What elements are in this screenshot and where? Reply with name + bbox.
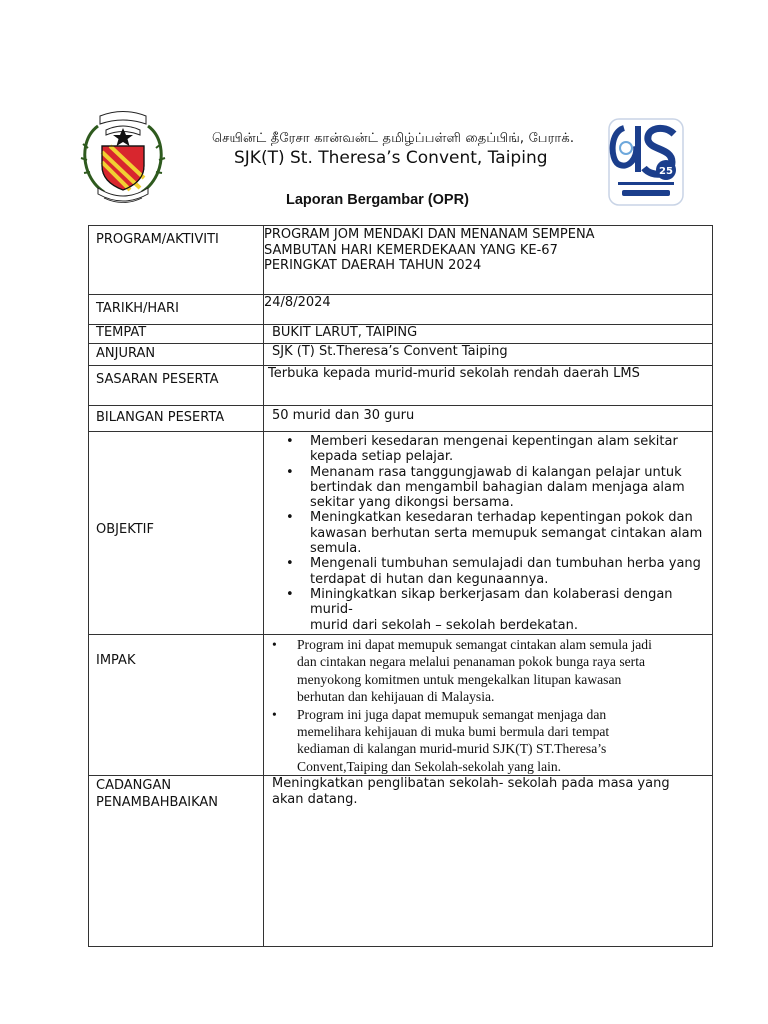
impak-list: [272, 636, 708, 775]
anjuran-label: ANJURAN: [89, 344, 264, 366]
impak-value: [264, 635, 713, 776]
program-value: [264, 226, 713, 295]
logo-number: 25: [659, 166, 673, 177]
row-anjuran: [89, 344, 713, 366]
anniversary-25-logo: [608, 118, 684, 206]
row-bilangan: [89, 406, 713, 432]
impak-item: • Program ini juga dapat memupuk semangat menjaga dan memelihara kehijauan di muka bumi bermula dari tempat kediaman di kalangan murid-murid SJK(T) ST.Theresa’s Convent,Taiping dan Sekolah-sekolah yang lain.: [272, 706, 610, 774]
bilangan-label: BILANGAN PESERTA: [89, 406, 264, 432]
bilangan-value: 50 murid dan 30 guru: [264, 406, 713, 432]
row-impak: [89, 635, 713, 776]
row-objektif: [89, 432, 713, 635]
report-title: Laporan Bergambar (OPR): [286, 192, 469, 208]
program-line: PERINGKAT DAERAH TAHUN 2024: [264, 258, 482, 273]
cadangan-value: Meningkatkan penglibatan sekolah- sekolah pada masa yang akan datang.: [264, 776, 713, 947]
row-tarikh: [89, 295, 713, 325]
school-name: SJK(T) St. Theresa’s Convent, Taiping: [234, 148, 548, 168]
tempat-value: BUKIT LARUT, TAIPING: [264, 325, 713, 344]
program-line: PROGRAM JOM MENDAKI DAN MENANAM SEMPENA: [264, 227, 595, 242]
row-sasaran: [89, 366, 713, 406]
row-cadangan: [89, 776, 713, 947]
impak-item: • Program ini dapat memupuk semangat cintakan alam semula jadi dan cintakan negara melalui penanaman pokok bunga raya serta menyokong komitmen untuk mengekalkan litupan kawasan berhutan dan kehijauan di Malaysia.: [272, 637, 652, 705]
tempat-label: TEMPAT: [89, 325, 264, 344]
objektif-list: [286, 434, 708, 633]
program-line: SAMBUTAN HARI KEMERDEKAAN YANG KE-67: [264, 242, 558, 258]
school-crest-logo: [80, 108, 166, 204]
objektif-value: [264, 432, 713, 635]
row-program: [89, 226, 713, 295]
objektif-item: • Mengenali tumbuhan semulajadi dan tumbuhan herba yang terdapat di hutan dan kegunaannya.: [286, 556, 701, 587]
objektif-item: • Meningkatkan kesedaran terhadap kepentingan pokok dan kawasan berhutan serta memupuk semangat cintakan alam semula.: [286, 510, 703, 557]
anjuran-value: SJK (T) St.Theresa’s Convent Taiping: [264, 344, 713, 366]
sasaran-label: SASARAN PESERTA: [89, 366, 264, 406]
row-tempat: [89, 325, 713, 344]
program-label: PROGRAM/AKTIVITI: [89, 226, 264, 295]
objektif-item: • Menanam rasa tanggungjawab di kalangan pelajar untuk bertindak dan mengambil bahagian dalam menjaga alam sekitar yang dikongsi bersama.: [286, 464, 685, 511]
report-table: [88, 225, 713, 947]
school-name-tamil: செயின்ட் தீரேசா கான்வன்ட் தமிழ்ப்பள்ளி தைப்பிங், பேராக்.: [212, 131, 575, 146]
sasaran-value: Terbuka kepada murid-murid sekolah rendah daerah LMS: [264, 366, 713, 406]
objektif-item: • Memberi kesedaran mengenai kepentingan alam sekitar kepada setiap pelajar.: [286, 434, 678, 465]
tarikh-value: 24/8/2024: [264, 295, 713, 325]
impak-label: IMPAK: [89, 635, 264, 776]
cadangan-label: CADANGAN PENAMBAHBAIKAN: [89, 776, 264, 947]
objektif-item: • Miningkatkan sikap berkerjasam dan kolaberasi dengan murid- murid dari sekolah – sekolah berdekatan.: [286, 586, 673, 633]
tarikh-label: TARIKH/HARI: [89, 295, 264, 325]
objektif-label: OBJEKTIF: [89, 432, 264, 635]
